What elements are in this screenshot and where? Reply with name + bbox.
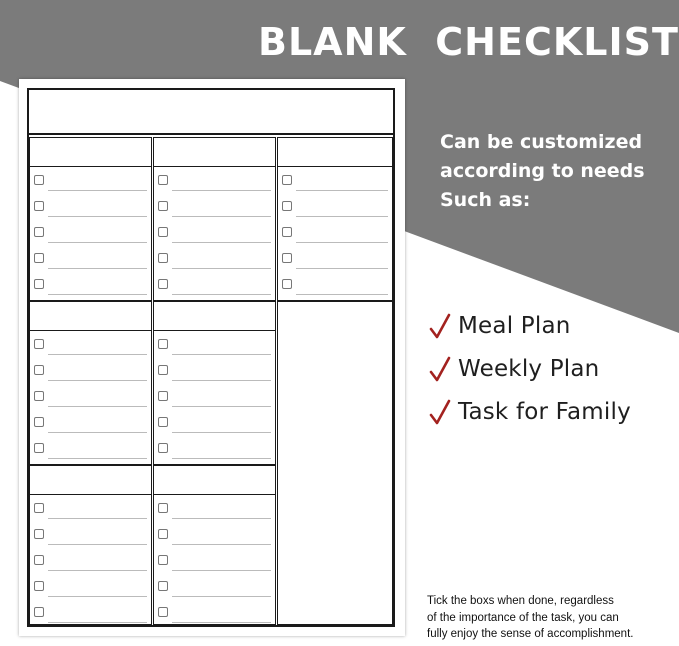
checkbox-icon[interactable] [282,175,292,185]
cell-header [30,302,151,331]
checkmark-icon [428,355,452,383]
write-line [172,216,271,217]
checkbox-icon[interactable] [282,279,292,289]
checklist-item [158,602,271,628]
checklist-item [158,438,271,464]
write-line [48,216,147,217]
checklist-item [34,576,147,602]
checklist-item [158,274,271,300]
checkbox-icon[interactable] [34,253,44,263]
checkbox-icon[interactable] [158,443,168,453]
write-line [172,596,271,597]
example-item-task-for-family [428,390,631,433]
checklist-cell [153,465,276,625]
cell-header [278,138,392,167]
example-label: Weekly Plan [458,355,600,382]
write-line [48,268,147,269]
checklist-sheet [19,79,405,636]
checkbox-icon[interactable] [158,339,168,349]
write-line [172,354,271,355]
checklist-item [158,386,271,412]
write-line [48,596,147,597]
write-line [48,432,147,433]
write-line [172,458,271,459]
checkbox-icon[interactable] [282,227,292,237]
blank-notes-column [277,301,393,625]
checklist-item [158,498,271,524]
checkbox-icon[interactable] [282,253,292,263]
write-line [48,518,147,519]
write-line [48,406,147,407]
checkbox-icon[interactable] [158,607,168,617]
checklist-title-box [29,90,393,135]
checkbox-icon[interactable] [34,555,44,565]
cell-header [30,138,151,167]
checklist-cell [153,301,276,465]
checklist-item [34,524,147,550]
checklist-item [34,438,147,464]
intro-line: Such as: [440,189,531,211]
write-line [48,458,147,459]
checklist-item [34,550,147,576]
example-item-meal-plan [428,304,631,347]
checklist-item [34,170,147,196]
write-line [296,190,388,191]
checklist-item [34,386,147,412]
checklist-cell [277,137,393,301]
checkbox-icon[interactable] [34,279,44,289]
checklist-item [34,274,147,300]
checklist-item [158,248,271,274]
write-line [296,268,388,269]
checkbox-icon[interactable] [34,227,44,237]
checkbox-icon[interactable] [158,175,168,185]
checklist-item [282,274,388,300]
intro-line: Can be customized [440,131,643,153]
write-line [296,242,388,243]
footnote-line: Tick the boxs when done, regardless [427,595,614,607]
checkbox-icon[interactable] [34,339,44,349]
checklist-item [158,550,271,576]
checklist-item [34,602,147,628]
write-line [48,294,147,295]
checkbox-icon[interactable] [158,555,168,565]
checkmark-icon [428,312,452,340]
checklist-cell [29,137,152,301]
checklist-item [282,170,388,196]
checkbox-icon[interactable] [158,529,168,539]
checklist-item [158,412,271,438]
footnote-line: fully enjoy the sense of accomplishment. [427,628,634,640]
write-line [48,242,147,243]
write-line [172,380,271,381]
checkbox-icon[interactable] [34,175,44,185]
write-line [172,294,271,295]
checkbox-icon[interactable] [158,201,168,211]
headline-title: BLANK CHECKLIST [258,20,679,64]
checkbox-icon[interactable] [158,227,168,237]
checklist-item [34,412,147,438]
write-line [172,190,271,191]
checklist-item [34,196,147,222]
cell-header [30,466,151,495]
checklist-item [158,576,271,602]
intro-line: according to needs [440,160,645,182]
checklist-item [34,222,147,248]
checkbox-icon[interactable] [158,581,168,591]
checkbox-icon[interactable] [158,391,168,401]
write-line [172,268,271,269]
checklist-cell [29,301,152,465]
write-line [172,406,271,407]
checklist-item [282,222,388,248]
checklist-item [34,248,147,274]
write-line [172,242,271,243]
checkbox-icon[interactable] [34,365,44,375]
checkbox-icon[interactable] [158,253,168,263]
checkbox-icon[interactable] [282,201,292,211]
checkbox-icon[interactable] [34,503,44,513]
checkbox-icon[interactable] [158,365,168,375]
write-line [172,432,271,433]
checkbox-icon[interactable] [34,201,44,211]
checkbox-icon[interactable] [34,391,44,401]
write-line [48,190,147,191]
checkbox-icon[interactable] [158,279,168,289]
checklist-cell [153,137,276,301]
checklist-item [282,196,388,222]
intro-text [440,128,670,215]
write-line [48,544,147,545]
checklist-item [34,498,147,524]
checklist-frame [27,88,395,627]
checkbox-icon[interactable] [34,581,44,591]
example-list [428,304,631,433]
write-line [296,216,388,217]
checkbox-icon[interactable] [34,529,44,539]
checklist-item [158,360,271,386]
footnote-text [427,593,677,643]
write-line [48,380,147,381]
write-line [48,622,147,623]
checklist-item [158,334,271,360]
checkbox-icon[interactable] [158,417,168,427]
write-line [172,622,271,623]
checkbox-icon[interactable] [34,607,44,617]
checklist-item [282,248,388,274]
write-line [48,354,147,355]
write-line [172,544,271,545]
checklist-item [158,170,271,196]
write-line [172,570,271,571]
example-item-weekly-plan [428,347,631,390]
checkbox-icon[interactable] [34,417,44,427]
checklist-item [158,196,271,222]
checkmark-icon [428,398,452,426]
checklist-item [34,334,147,360]
checkbox-icon[interactable] [34,443,44,453]
write-line [296,294,388,295]
example-label: Meal Plan [458,312,571,339]
checklist-item [34,360,147,386]
cell-header [154,138,275,167]
cell-header [154,302,275,331]
example-label: Task for Family [458,398,631,425]
checklist-item [158,222,271,248]
write-line [172,518,271,519]
checklist-item [158,524,271,550]
cell-header [154,466,275,495]
checkbox-icon[interactable] [158,503,168,513]
checklist-cell [29,465,152,625]
footnote-line: of the importance of the task, you can [427,611,619,624]
write-line [48,570,147,571]
